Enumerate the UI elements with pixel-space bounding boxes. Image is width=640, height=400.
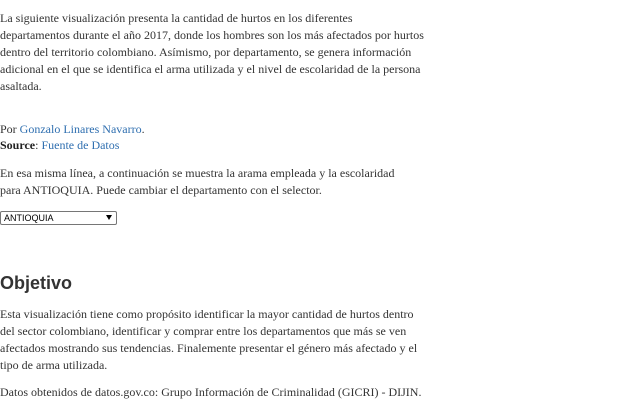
chevron-down-icon	[106, 215, 112, 220]
data-source-link[interactable]: Fuente de Datos	[41, 138, 120, 152]
objective-heading: Objetivo	[0, 273, 73, 293]
byline	[0, 121, 430, 138]
explanation-paragraph: En esa misma línea, a continuación se muestra la arama empleada y la escolaridad para ANTIOQUIA. Puede cambiar el departamento con el selector.	[0, 166, 395, 197]
byline-suffix: .	[141, 122, 145, 136]
department-select-value: ANTIOQUIA	[4, 213, 54, 223]
byline-prefix: Por	[0, 122, 20, 136]
data-credit: Datos obtenidos de datos.gov.co: Grupo Información de Criminalidad (GICRI) - DIJIN.	[0, 385, 422, 399]
source-separator: :	[35, 138, 42, 152]
source-label: Source	[0, 138, 36, 152]
author-link[interactable]: Gonzalo Linares Navarro	[19, 122, 142, 136]
intro-paragraph: La siguiente visualización presenta la cantidad de hurtos en los diferentes departamentos durante el año 2017, donde los hombres son los más afectados por hurtos dentro del territorio colombiano. Asímismo, por departamento, se genera información adicional en el que se identifica el arma utilizada y el nivel de escolaridad de la persona asaltada.	[0, 11, 424, 93]
department-select[interactable]	[0, 211, 117, 225]
objective-paragraph: Esta visualización tiene como propósito identificar la mayor cantidad de hurtos dentro del sector colombiano, identificar y comprar entre los departamentos que más se ven afectados mostrando sus tendencias. Finalemente presentar el género más afectado y el tipo de arma utilizada.	[0, 307, 418, 372]
source-line	[0, 137, 430, 154]
